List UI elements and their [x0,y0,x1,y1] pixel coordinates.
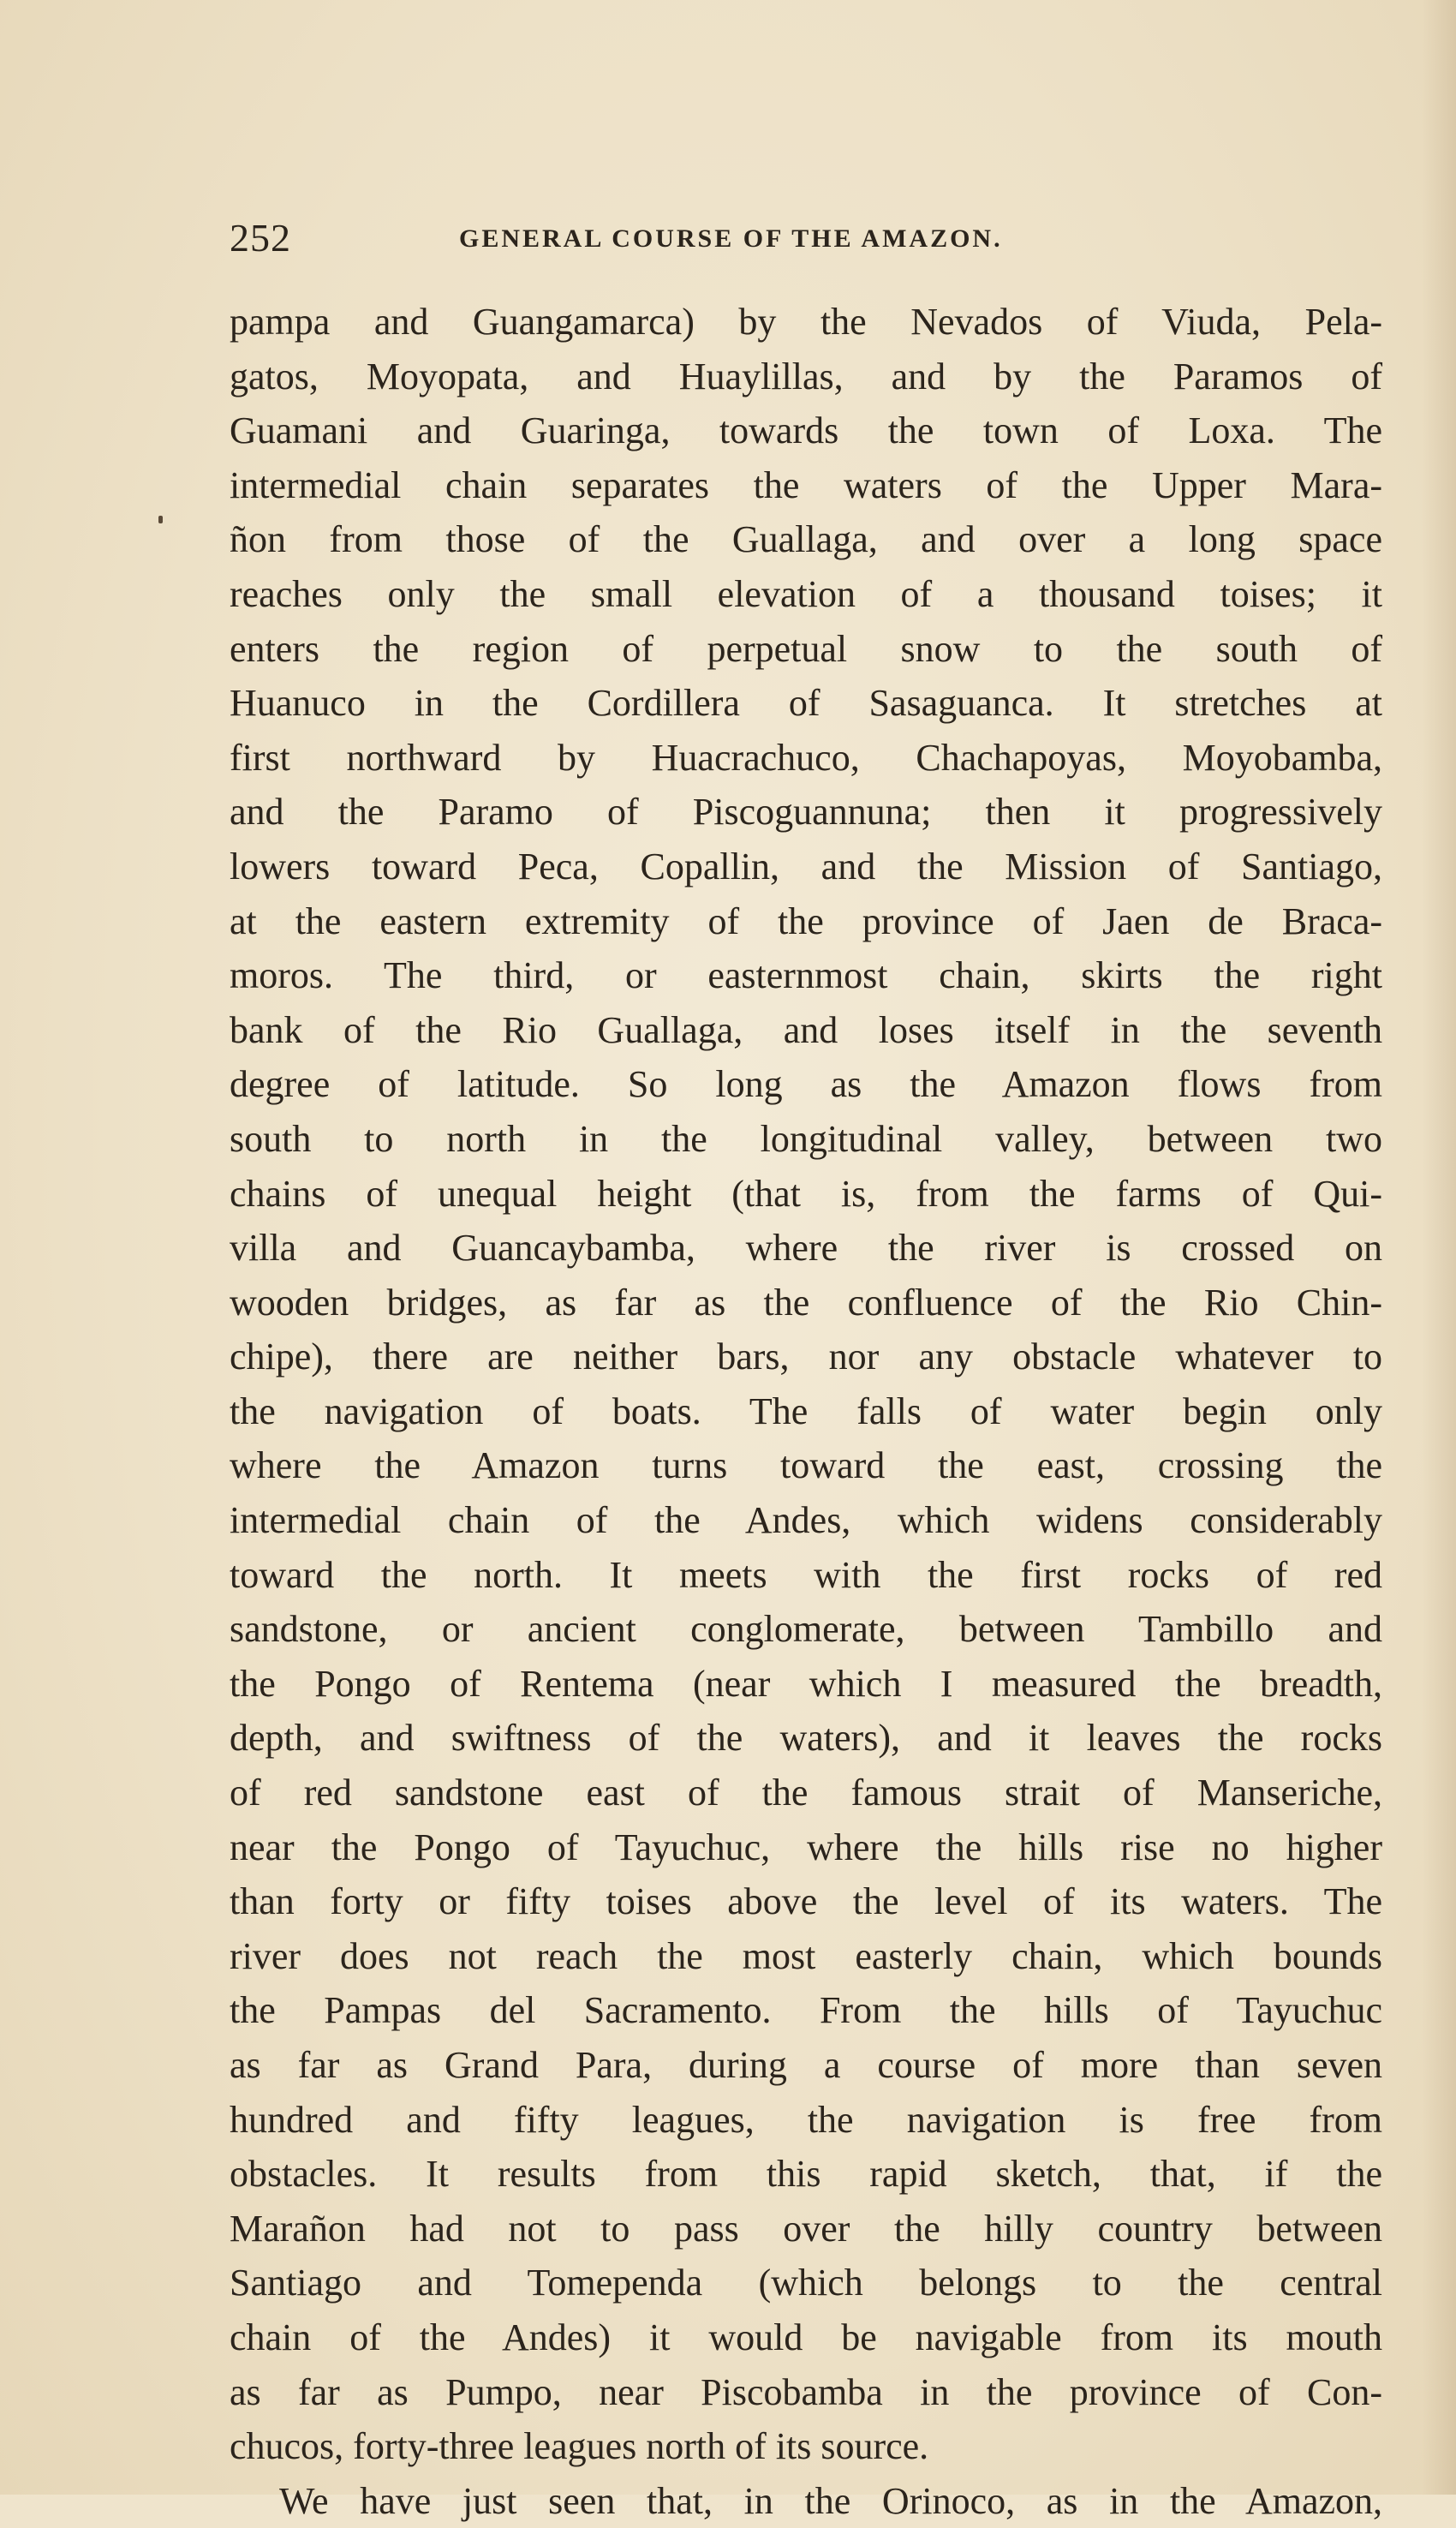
text-line: as far as Pumpo, near Piscobamba in the province of Con- [230,2370,1382,2413]
margin-mark [158,516,163,523]
text-line: as far as Grand Para, during a course of more than seven [230,2044,1382,2086]
text-line: villa and Guancaybamba, where the river is crossed on [230,1227,1382,1270]
text-line: Marañon had not to pass over the hilly country between [230,2207,1382,2250]
page-number: 252 [230,216,291,260]
text-line: lowers toward Peca, Copallin, and the Mission of Santiago, [230,845,1382,887]
text-line: ñon from those of the Guallaga, and over a long space [230,518,1382,561]
text-line: reaches only the small elevation of a thousand toises; it [230,572,1382,615]
text-line: near the Pongo of Tayuchuc, where the hills rise no higher [230,1826,1382,1868]
text-line: wooden bridges, as far as the confluence of the Rio Chin- [230,1281,1382,1324]
body-text [230,295,1382,2528]
text-line: river does not reach the most easterly chain, which bounds [230,1934,1382,1977]
text-line: chipe), there are neither bars, nor any obstacle whatever to [230,1336,1382,1378]
text-line: intermedial chain separates the waters of the Upper Mara- [230,463,1382,506]
text-line: hundred and fifty leagues, the navigation is free from [230,2098,1382,2141]
text-line: first northward by Huacrachuco, Chachapoyas, Moyobamba, [230,736,1382,779]
text-line: degree of latitude. So long as the Amazon flows from [230,1063,1382,1106]
text-line: chucos, forty-three leagues north of its source. [230,2425,929,2468]
text-line: bank of the Rio Guallaga, and loses itself in the seventh [230,1008,1382,1051]
text-line: the Pampas del Sacramento. From the hills of Tayuchuc [230,1989,1382,2032]
page-header [230,212,1394,264]
text-line: We have just seen that, in the Orinoco, as in the Amazon, [279,2479,1382,2522]
text-line: obstacles. It results from this rapid sketch, that, if the [230,2153,1382,2196]
text-line: intermedial chain of the Andes, which widens considerably [230,1499,1382,1542]
text-line: of red sandstone east of the famous strait of Manseriche, [230,1772,1382,1814]
text-line: gatos, Moyopata, and Huaylillas, and by the Paramos of [230,355,1382,397]
text-line: pampa and Guangamarca) by the Nevados of Viuda, Pela- [230,301,1382,343]
text-line: Guamani and Guaringa, towards the town of Loxa. The [230,409,1382,452]
text-line: where the Amazon turns toward the east, crossing the [230,1444,1382,1487]
text-line: sandstone, or ancient conglomerate, between Tambillo and [230,1608,1382,1651]
text-line: chains of unequal height (that is, from the farms of Qui- [230,1172,1382,1215]
text-line: the Pongo of Rentema (near which I measured the breadth, [230,1662,1382,1705]
text-line: moros. The third, or easternmost chain, skirts the right [230,954,1382,997]
text-line: at the eastern extremity of the province of Jaen de Braca- [230,899,1382,942]
text-line: south to north in the longitudinal valley, between two [230,1117,1382,1160]
text-line: than forty or fifty toises above the level of its waters. The [230,1880,1382,1923]
text-line: depth, and swiftness of the waters), and it leaves the rocks [230,1717,1382,1760]
text-line: toward the north. It meets with the first rocks of red [230,1553,1382,1596]
text-line: enters the region of perpetual snow to the south of [230,627,1382,670]
text-line: the navigation of boats. The falls of water begin only [230,1390,1382,1432]
running-title: GENERAL COURSE OF THE AMAZON. [459,224,1003,253]
text-line: Santiago and Tomependa (which belongs to the central [230,2262,1382,2304]
text-line: and the Paramo of Piscoguannuna; then it progressively [230,791,1382,834]
page-edge-shadow [1422,0,1456,2495]
text-line: Huanuco in the Cordillera of Sasaguanca. It stretches at [230,682,1382,725]
text-line: chain of the Andes) it would be navigable from its mouth [230,2316,1382,2358]
